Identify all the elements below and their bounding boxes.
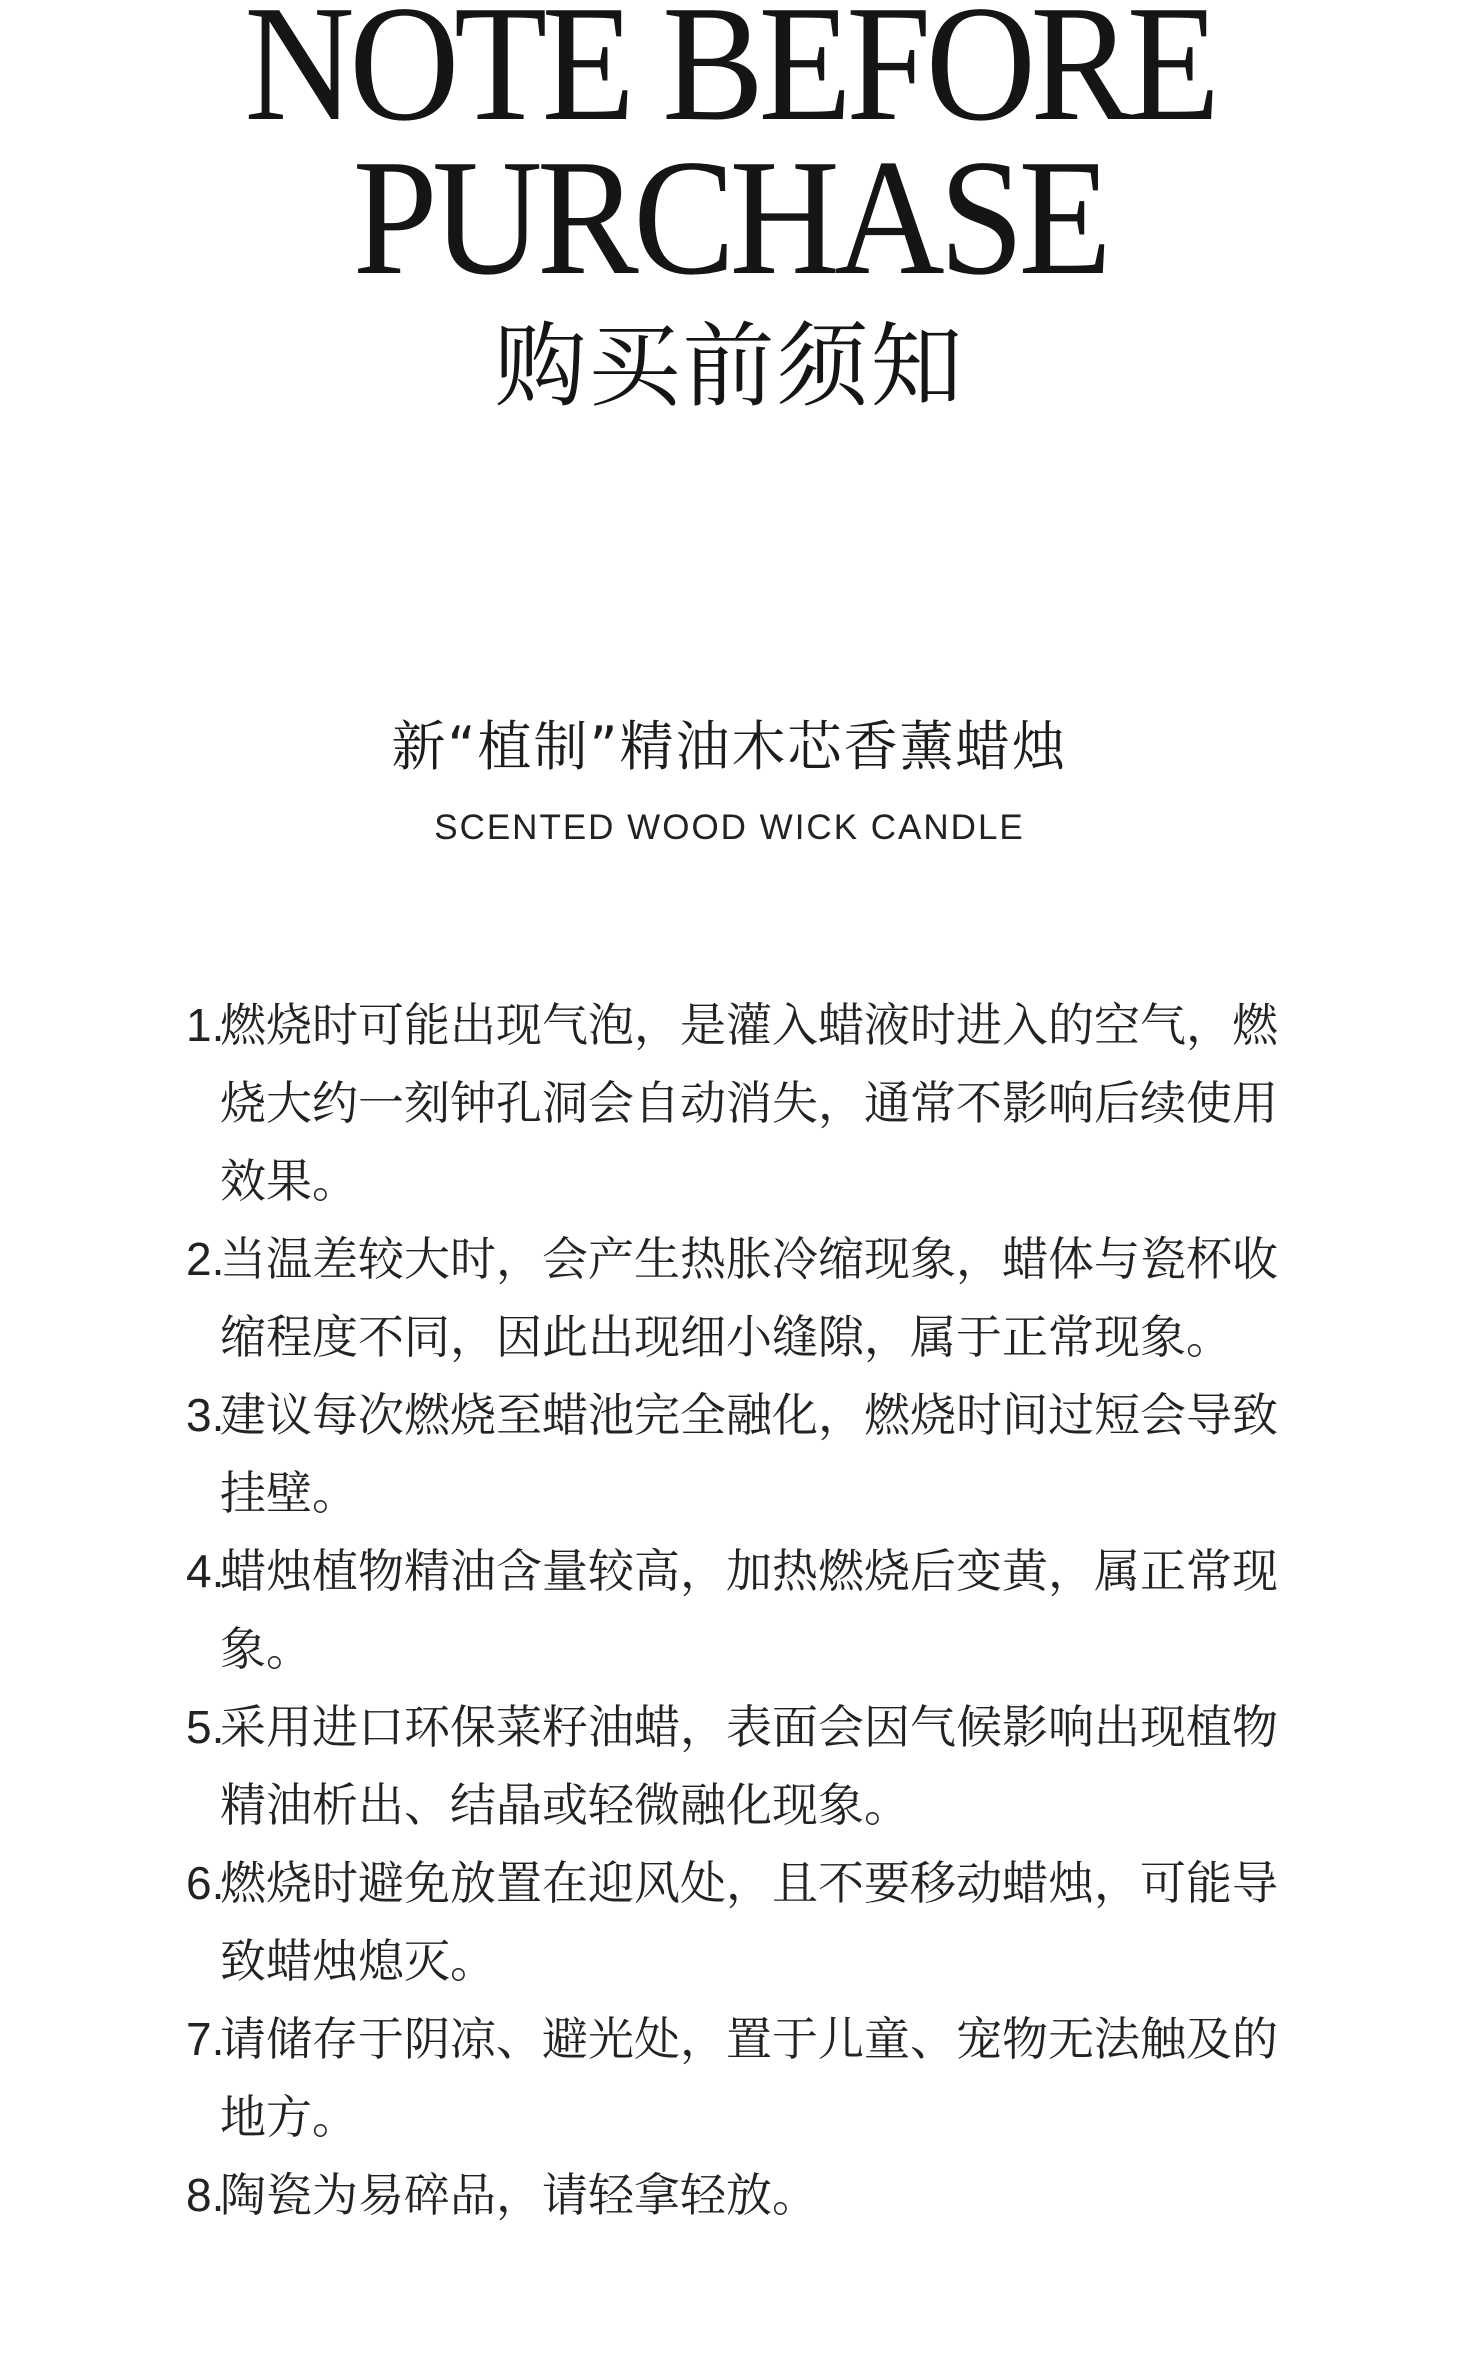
product-name-english: SCENTED WOOD WICK CANDLE — [434, 808, 1025, 847]
note-number: 5. — [186, 1701, 225, 1753]
note-text: 请储存于阴凉、避光处，置于儿童、宠物无法触及的地方。 — [220, 2012, 1278, 2144]
note-text: 陶瓷为易碎品，请轻拿轻放。 — [220, 2168, 818, 2222]
note-number: 7. — [186, 2013, 225, 2065]
page-title-chinese: 购买前须知 — [494, 313, 965, 420]
note-number: 2. — [186, 1233, 225, 1285]
note-item — [186, 2000, 1286, 2156]
note-item — [186, 1376, 1286, 1532]
page-title — [58, 0, 1400, 309]
page-title-line-2: PURCHASE — [352, 125, 1107, 309]
note-item — [186, 1844, 1286, 2000]
note-text: 燃烧时可能出现气泡，是灌入蜡液时进入的空气，燃烧大约一刻钟孔洞会自动消失，通常不影响后续使用效果。 — [220, 998, 1278, 1208]
note-text: 当温差较大时，会产生热胀冷缩现象，蜡体与瓷杯收缩程度不同，因此出现细小缝隙，属于正常现象。 — [220, 1232, 1278, 1364]
note-item — [186, 2156, 1286, 2234]
note-number: 4. — [186, 1545, 225, 1597]
note-number: 3. — [186, 1389, 225, 1441]
note-text: 燃烧时避免放置在迎风处，且不要移动蜡烛，可能导致蜡烛熄灭。 — [220, 1856, 1278, 1988]
note-item — [186, 1688, 1286, 1844]
note-number: 8. — [186, 2169, 225, 2221]
note-text: 建议每次燃烧至蜡池完全融化，燃烧时间过短会导致挂壁。 — [220, 1388, 1278, 1520]
note-text: 蜡烛植物精油含量较高，加热燃烧后变黄，属正常现象。 — [220, 1544, 1278, 1676]
page-title-line-1: NOTE BEFORE — [244, 0, 1215, 155]
product-name-chinese: 新“植制”精油木芯香薰蜡烛 — [391, 715, 1068, 778]
note-item — [186, 1532, 1286, 1688]
note-item — [186, 986, 1286, 1220]
note-number: 1. — [186, 999, 225, 1051]
notes-list — [186, 986, 1286, 2234]
note-text: 采用进口环保菜籽油蜡，表面会因气候影响出现植物精油析出、结晶或轻微融化现象。 — [220, 1700, 1278, 1832]
note-item — [186, 1220, 1286, 1376]
note-number: 6. — [186, 1857, 225, 1909]
